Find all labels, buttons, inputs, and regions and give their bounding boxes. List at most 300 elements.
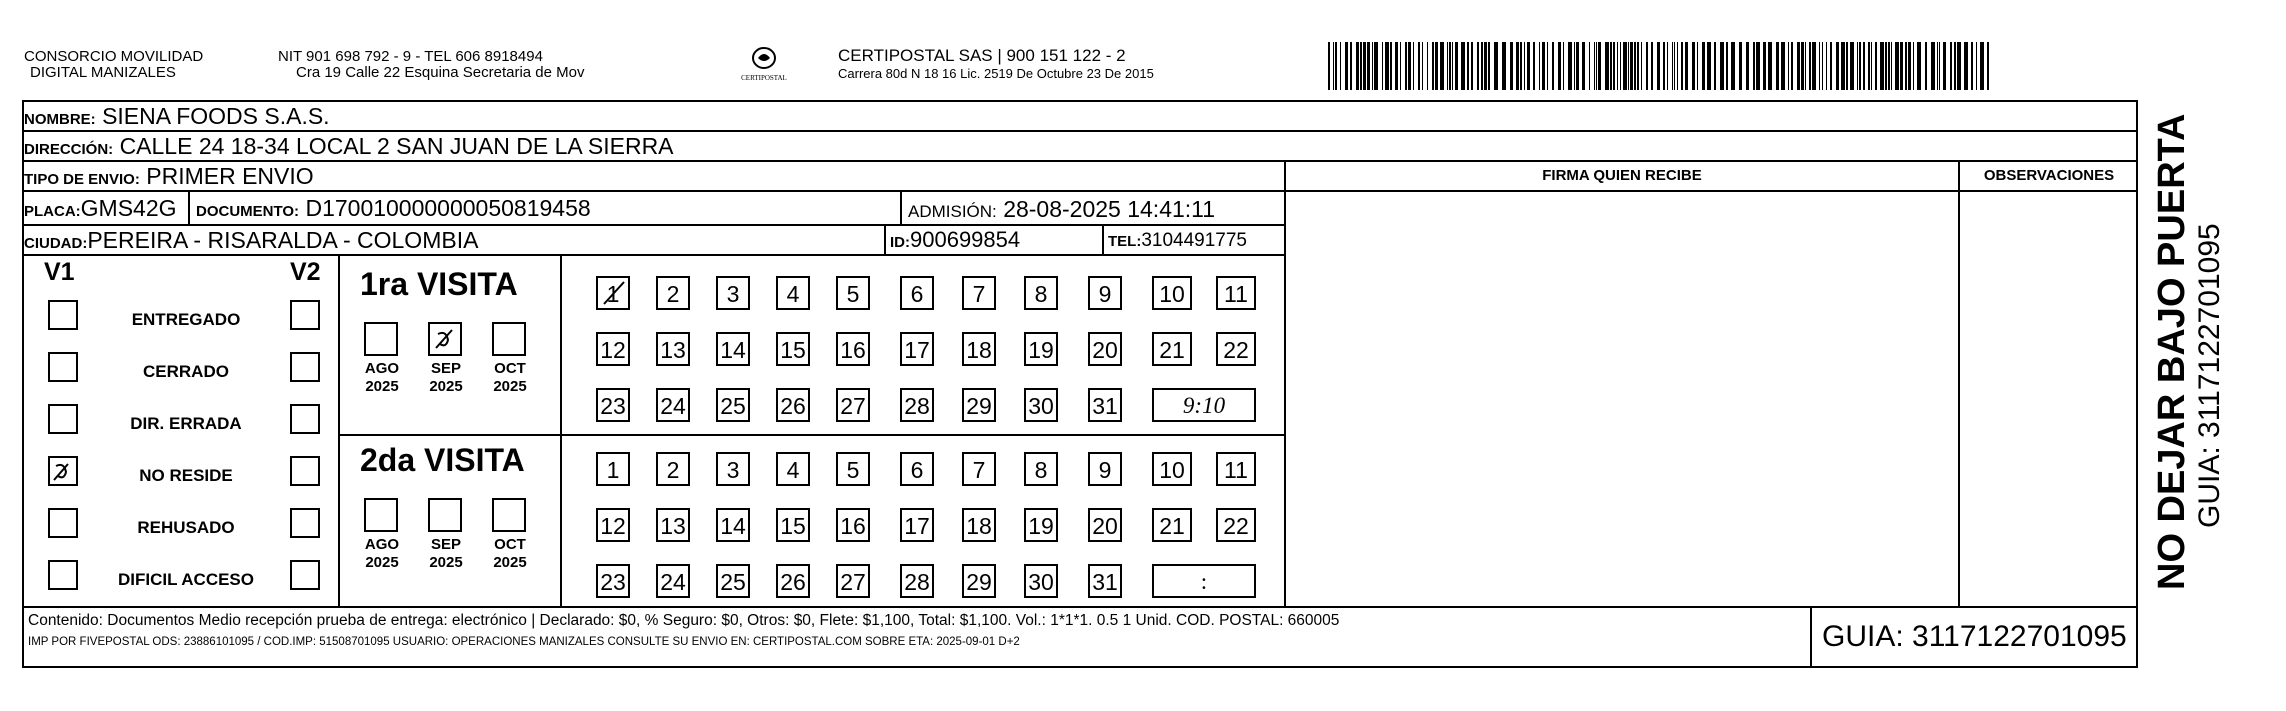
day-number: 5 <box>846 457 860 483</box>
day-number: 27 <box>840 569 866 595</box>
barcode-bar <box>1753 42 1755 90</box>
day-box[interactable] <box>596 564 630 598</box>
day-number: 29 <box>966 569 992 595</box>
id-cell <box>890 226 1020 254</box>
day-box[interactable] <box>1088 388 1122 422</box>
barcode-bar <box>1623 42 1627 90</box>
barcode-bar <box>1598 42 1601 90</box>
day-number: 5 <box>846 281 860 307</box>
day-number: 14 <box>720 337 746 363</box>
side-guia: GUIA: 3117122701095 <box>2193 223 2226 528</box>
day-number: 19 <box>1028 337 1054 363</box>
direccion-label: DIRECCIÓN: <box>24 141 114 158</box>
barcode-bar <box>1372 42 1373 90</box>
company-name-2: DIGITAL MANIZALES <box>30 64 176 81</box>
barcode-bar <box>1605 42 1609 90</box>
v1-checkbox[interactable] <box>48 560 78 590</box>
day-box[interactable] <box>1152 276 1192 310</box>
day-number: 29 <box>966 393 992 419</box>
day-number: 19 <box>1028 513 1054 539</box>
barcode-bar <box>1630 42 1633 90</box>
day-box[interactable] <box>1088 508 1122 542</box>
day-number: 13 <box>660 513 686 539</box>
barcode-bar <box>1356 42 1359 90</box>
barcode-bar <box>1461 42 1465 90</box>
day-number: 17 <box>904 337 930 363</box>
day-box[interactable] <box>1024 452 1058 486</box>
barcode-bar <box>1467 42 1469 90</box>
documento-label: DOCUMENTO: <box>196 203 300 220</box>
barcode-bar <box>1891 42 1892 90</box>
barcode-bar <box>1707 42 1711 90</box>
barcode-bar <box>1685 42 1688 90</box>
barcode-bar <box>1447 42 1448 90</box>
barcode-bar <box>1594 42 1595 90</box>
tipo-label: TIPO DE ENVIO: <box>24 171 140 188</box>
day-box[interactable] <box>716 452 750 486</box>
month-checkbox[interactable] <box>492 498 526 532</box>
day-box[interactable] <box>1152 508 1192 542</box>
barcode-bar <box>1641 42 1642 90</box>
second-visit-title: 2da VISITA <box>360 442 525 478</box>
day-number: 1 <box>606 457 620 483</box>
barcode-bar <box>1850 42 1854 90</box>
day-number: 22 <box>1223 513 1249 539</box>
nombre-row <box>24 102 2136 130</box>
barcode-bar <box>1374 42 1378 90</box>
day-box[interactable] <box>716 564 750 598</box>
barcode-bar <box>1674 42 1675 90</box>
day-number: 20 <box>1092 337 1118 363</box>
day-box[interactable] <box>962 564 996 598</box>
day-box[interactable] <box>656 452 690 486</box>
month-label: AGO <box>364 536 400 553</box>
barcode-bar <box>1768 42 1772 90</box>
day-number: 25 <box>720 569 746 595</box>
id-label: ID: <box>890 234 910 251</box>
day-number: 15 <box>780 337 806 363</box>
option-label: ENTREGADO <box>131 310 241 329</box>
day-box[interactable] <box>1216 332 1256 366</box>
day-number: 9 <box>1098 281 1112 307</box>
day-box[interactable] <box>962 452 996 486</box>
nombre-label: NOMBRE: <box>24 111 96 128</box>
barcode-bar <box>1913 42 1914 90</box>
month-label: OCT <box>494 536 526 553</box>
barcode-bar <box>1488 42 1490 90</box>
company-name-1: CONSORCIO MOVILIDAD <box>24 48 204 65</box>
barcode-bar <box>1520 42 1522 90</box>
time-box[interactable]: 9:10 <box>1152 388 1256 422</box>
day-box[interactable] <box>1024 508 1058 542</box>
option-label: NO RESIDE <box>139 466 233 485</box>
day-number: 22 <box>1223 337 1249 363</box>
day-number: 3 <box>726 281 740 307</box>
barcode-bar <box>1395 42 1398 90</box>
svg-text:CERTIPOSTAL: CERTIPOSTAL <box>741 74 787 82</box>
day-number: 11 <box>1224 281 1248 307</box>
month-year-label <box>420 360 472 396</box>
barcode-bar <box>1405 42 1407 90</box>
v1-checkbox[interactable] <box>48 508 78 538</box>
barcode-bar <box>1340 42 1341 90</box>
day-box[interactable] <box>776 452 810 486</box>
day-number: 15 <box>780 513 806 539</box>
barcode-bar <box>1987 42 1989 90</box>
day-box[interactable] <box>1088 332 1122 366</box>
day-number: 4 <box>786 281 800 307</box>
day-box[interactable] <box>836 276 870 310</box>
ciudad-label: CIUDAD: <box>24 235 88 252</box>
barcode-bar <box>1651 42 1653 90</box>
barcode-bar <box>1797 42 1800 90</box>
handwritten-check-icon <box>50 458 76 484</box>
barcode-bar <box>1363 42 1366 90</box>
day-box[interactable] <box>962 388 996 422</box>
carrier-line: CERTIPOSTAL SAS | 900 151 122 - 2 <box>838 46 1126 65</box>
v2-checkbox[interactable] <box>290 300 320 330</box>
month-label: SEP <box>430 360 461 377</box>
month-checkbox[interactable] <box>428 322 462 356</box>
day-box[interactable] <box>962 508 996 542</box>
barcode-bar <box>1542 42 1545 90</box>
barcode-bar <box>1385 42 1389 90</box>
month-checkbox[interactable] <box>428 498 462 532</box>
barcode-bar <box>1885 42 1887 90</box>
barcode-bar <box>1763 42 1766 90</box>
barcode-bar <box>1620 42 1621 90</box>
v1-checkbox[interactable] <box>48 456 78 486</box>
barcode-bar <box>1976 42 1977 90</box>
barcode-bar <box>1971 42 1973 90</box>
day-box[interactable] <box>836 508 870 542</box>
day-box[interactable] <box>776 564 810 598</box>
month-year-label <box>356 536 408 572</box>
v2-checkbox[interactable] <box>290 456 320 486</box>
barcode-bar <box>1558 42 1561 90</box>
barcode-bar <box>1776 42 1779 90</box>
barcode-bar <box>1574 42 1575 90</box>
barcode-bar <box>1895 42 1899 90</box>
day-box[interactable] <box>1216 452 1256 486</box>
barcode-bar <box>1657 42 1660 90</box>
barcode-bar <box>1628 42 1629 90</box>
barcode-bar <box>1859 42 1861 90</box>
year-label: 2025 <box>429 554 463 571</box>
day-number: 24 <box>660 393 686 419</box>
day-number: 10 <box>1159 281 1185 307</box>
day-number: 14 <box>720 513 746 539</box>
v2-checkbox[interactable] <box>290 560 320 590</box>
day-box[interactable] <box>900 276 934 310</box>
time-box[interactable]: : <box>1152 564 1256 598</box>
month-checkbox[interactable] <box>492 322 526 356</box>
observaciones-label: OBSERVACIONES <box>1983 167 2115 184</box>
day-number: 18 <box>966 513 992 539</box>
barcode-bar <box>1333 42 1334 90</box>
barcode-bar <box>1964 42 1968 90</box>
day-number: 30 <box>1028 569 1054 595</box>
barcode-bar <box>1408 42 1411 90</box>
barcode-bar <box>1917 42 1921 90</box>
day-box[interactable] <box>1024 332 1058 366</box>
day-box[interactable] <box>1024 564 1058 598</box>
barcode-bar <box>1980 42 1984 90</box>
month-checkbox[interactable] <box>364 498 398 532</box>
day-box[interactable] <box>836 452 870 486</box>
day-number: 27 <box>840 393 866 419</box>
v2-checkbox[interactable] <box>290 404 320 434</box>
day-box[interactable] <box>776 332 810 366</box>
day-box[interactable] <box>776 508 810 542</box>
day-number: 16 <box>840 337 866 363</box>
barcode-bar <box>1432 42 1434 90</box>
day-box[interactable] <box>900 508 934 542</box>
barcode-bar <box>1568 42 1572 90</box>
barcode-bar <box>1477 42 1479 90</box>
barcode-bar <box>1350 42 1352 90</box>
day-box[interactable] <box>962 276 996 310</box>
barcode-bar <box>1400 42 1401 90</box>
barcode-bar <box>1455 42 1458 90</box>
barcode-bar <box>1822 42 1823 90</box>
direccion-value: CALLE 24 18-34 LOCAL 2 SAN JUAN DE LA SIERRA <box>119 133 674 159</box>
option-label: DIFICIL ACCESO <box>117 570 254 589</box>
day-box[interactable] <box>900 388 934 422</box>
day-box[interactable] <box>1088 564 1122 598</box>
day-number: 31 <box>1092 393 1118 419</box>
barcode-bar <box>1939 42 1940 90</box>
day-box[interactable] <box>596 452 630 486</box>
barcode-bar <box>1841 42 1845 90</box>
day-box[interactable] <box>1088 452 1122 486</box>
day-box[interactable] <box>596 276 630 310</box>
barcode-bar <box>1440 42 1444 90</box>
v1-checkbox[interactable] <box>48 300 78 330</box>
day-box[interactable] <box>1152 452 1192 486</box>
barcode-bar <box>1857 42 1858 90</box>
day-number: 30 <box>1028 393 1054 419</box>
admision-cell <box>908 192 1215 224</box>
barcode-bar <box>1610 42 1612 90</box>
barcode-bar <box>1510 42 1513 90</box>
barcode-bar <box>1345 42 1348 90</box>
day-box[interactable] <box>776 276 810 310</box>
barcode-bar <box>1756 42 1760 90</box>
firma-label: FIRMA QUIEN RECIBE <box>1542 167 1702 184</box>
day-box[interactable] <box>716 508 750 542</box>
day-box[interactable] <box>716 332 750 366</box>
barcode-bar <box>1746 42 1749 90</box>
barcode-bar <box>1646 42 1648 90</box>
barcode-bar <box>1692 42 1695 90</box>
barcode-bar <box>1672 42 1673 90</box>
day-number: 4 <box>786 457 800 483</box>
barcode-bar <box>1868 42 1870 90</box>
day-number: 23 <box>600 393 626 419</box>
barcode <box>1328 42 1996 90</box>
day-box[interactable] <box>836 388 870 422</box>
day-number: 26 <box>780 569 806 595</box>
tipo-value: PRIMER ENVIO <box>146 163 314 189</box>
v1-checkbox[interactable] <box>48 352 78 382</box>
day-box[interactable] <box>900 332 934 366</box>
handwritten-check-icon <box>430 324 460 354</box>
barcode-bar <box>1596 42 1597 90</box>
tipo-row <box>24 162 1284 190</box>
barcode-bar <box>1957 42 1961 90</box>
month-year-label <box>484 536 536 572</box>
option-label: REHUSADO <box>137 518 235 537</box>
barcode-bar <box>1812 42 1816 90</box>
barcode-bar <box>1539 42 1540 90</box>
certipostal-logo <box>724 42 804 88</box>
v2-checkbox[interactable] <box>290 352 320 382</box>
direccion-row <box>24 132 2136 160</box>
day-number: 12 <box>600 513 626 539</box>
barcode-bar <box>1617 42 1618 90</box>
month-year-label <box>484 360 536 396</box>
day-number: 24 <box>660 569 686 595</box>
barcode-bar <box>1335 42 1337 90</box>
day-box[interactable] <box>656 276 690 310</box>
day-box[interactable] <box>900 452 934 486</box>
barcode-bar <box>1413 42 1414 90</box>
v1-checkbox[interactable] <box>48 404 78 434</box>
barcode-bar <box>1552 42 1554 90</box>
barcode-bar <box>1677 42 1678 90</box>
v2-checkbox[interactable] <box>290 508 320 538</box>
barcode-bar <box>1871 42 1872 90</box>
barcode-bar <box>1663 42 1665 90</box>
side-warning: NO DEJAR BAJO PUERTA <box>2151 113 2193 590</box>
day-box[interactable] <box>1088 276 1122 310</box>
barcode-bar <box>1726 42 1728 90</box>
day-box[interactable] <box>596 388 630 422</box>
day-box[interactable] <box>1152 332 1192 366</box>
barcode-bar <box>1418 42 1420 90</box>
day-box[interactable] <box>656 564 690 598</box>
barcode-bar <box>1830 42 1832 90</box>
barcode-bar <box>1905 42 1907 90</box>
barcode-bar <box>1382 42 1383 90</box>
day-number: 18 <box>966 337 992 363</box>
barcode-bar <box>1714 42 1716 90</box>
day-number: 13 <box>660 337 686 363</box>
day-number: 6 <box>910 457 924 483</box>
barcode-bar <box>1524 42 1525 90</box>
admision-value: 28-08-2025 14:41:11 <box>1003 196 1216 222</box>
barcode-bar <box>1880 42 1884 90</box>
address-line: Cra 19 Calle 22 Esquina Secretaria de Mov <box>296 64 585 81</box>
barcode-bar <box>1888 42 1890 90</box>
barcode-bar <box>1637 42 1639 90</box>
day-box[interactable] <box>716 276 750 310</box>
day-number: 11 <box>1224 457 1248 483</box>
tel-label: TEL: <box>1108 233 1142 250</box>
month-checkbox[interactable] <box>364 322 398 356</box>
v2-label: V2 <box>290 258 321 286</box>
month-label: AGO <box>364 360 400 377</box>
barcode-bar <box>1634 42 1636 90</box>
day-box[interactable] <box>596 332 630 366</box>
day-box[interactable] <box>1216 276 1256 310</box>
barcode-bar <box>1950 42 1952 90</box>
day-box[interactable] <box>836 564 870 598</box>
day-number: 2 <box>666 281 680 307</box>
barcode-bar <box>1390 42 1392 90</box>
day-box[interactable] <box>1024 388 1058 422</box>
option-label: DIR. ERRADA <box>130 414 242 433</box>
barcode-bar <box>1954 42 1956 90</box>
barcode-bar <box>1801 42 1804 90</box>
month-label: SEP <box>430 536 461 553</box>
day-box[interactable] <box>716 388 750 422</box>
day-number: 21 <box>1159 513 1185 539</box>
day-box[interactable] <box>656 508 690 542</box>
barcode-bar <box>1613 42 1615 90</box>
barcode-bar <box>1484 42 1487 90</box>
nombre-value: SIENA FOODS S.A.S. <box>102 103 330 129</box>
v1-label: V1 <box>44 258 75 286</box>
day-box[interactable] <box>1024 276 1058 310</box>
day-box[interactable] <box>776 388 810 422</box>
ciudad-cell <box>24 226 478 254</box>
barcode-bar <box>1481 42 1483 90</box>
day-number: 3 <box>726 457 740 483</box>
barcode-bar <box>1925 42 1927 90</box>
barcode-bar <box>1791 42 1793 90</box>
year-label: 2025 <box>365 554 399 571</box>
day-number: 28 <box>904 569 930 595</box>
day-box[interactable] <box>656 388 690 422</box>
day-box[interactable] <box>1216 508 1256 542</box>
day-box[interactable] <box>596 508 630 542</box>
barcode-bar <box>1452 42 1453 90</box>
barcode-bar <box>1422 42 1423 90</box>
barcode-bar <box>1739 42 1742 90</box>
barcode-bar <box>1563 42 1564 90</box>
day-number: 25 <box>720 393 746 419</box>
barcode-bar <box>1826 42 1827 90</box>
id-value: 900699854 <box>910 227 1021 252</box>
barcode-bar <box>1589 42 1590 90</box>
day-number: 7 <box>972 457 986 483</box>
day-box[interactable] <box>656 332 690 366</box>
day-number: 6 <box>910 281 924 307</box>
day-box[interactable] <box>962 332 996 366</box>
barcode-bar <box>1502 42 1506 90</box>
barcode-bar <box>1449 42 1451 90</box>
barcode-bar <box>1494 42 1498 90</box>
day-box[interactable] <box>900 564 934 598</box>
barcode-bar <box>1908 42 1911 90</box>
first-visit-title: 1ra VISITA <box>360 266 518 302</box>
day-number: 23 <box>600 569 626 595</box>
barcode-bar <box>1427 42 1428 90</box>
barcode-bar <box>1875 42 1877 90</box>
ciudad-value: PEREIRA - RISARALDA - COLOMBIA <box>87 227 479 253</box>
day-box[interactable] <box>836 332 870 366</box>
year-label: 2025 <box>493 378 527 395</box>
admision-label: ADMISIÓN: <box>908 202 997 221</box>
barcode-bar <box>1527 42 1530 90</box>
documento-cell <box>196 192 591 224</box>
placa-value: GMS42G <box>80 195 177 221</box>
barcode-bar <box>1900 42 1903 90</box>
barcode-bar <box>1582 42 1585 90</box>
barcode-bar <box>1819 42 1820 90</box>
